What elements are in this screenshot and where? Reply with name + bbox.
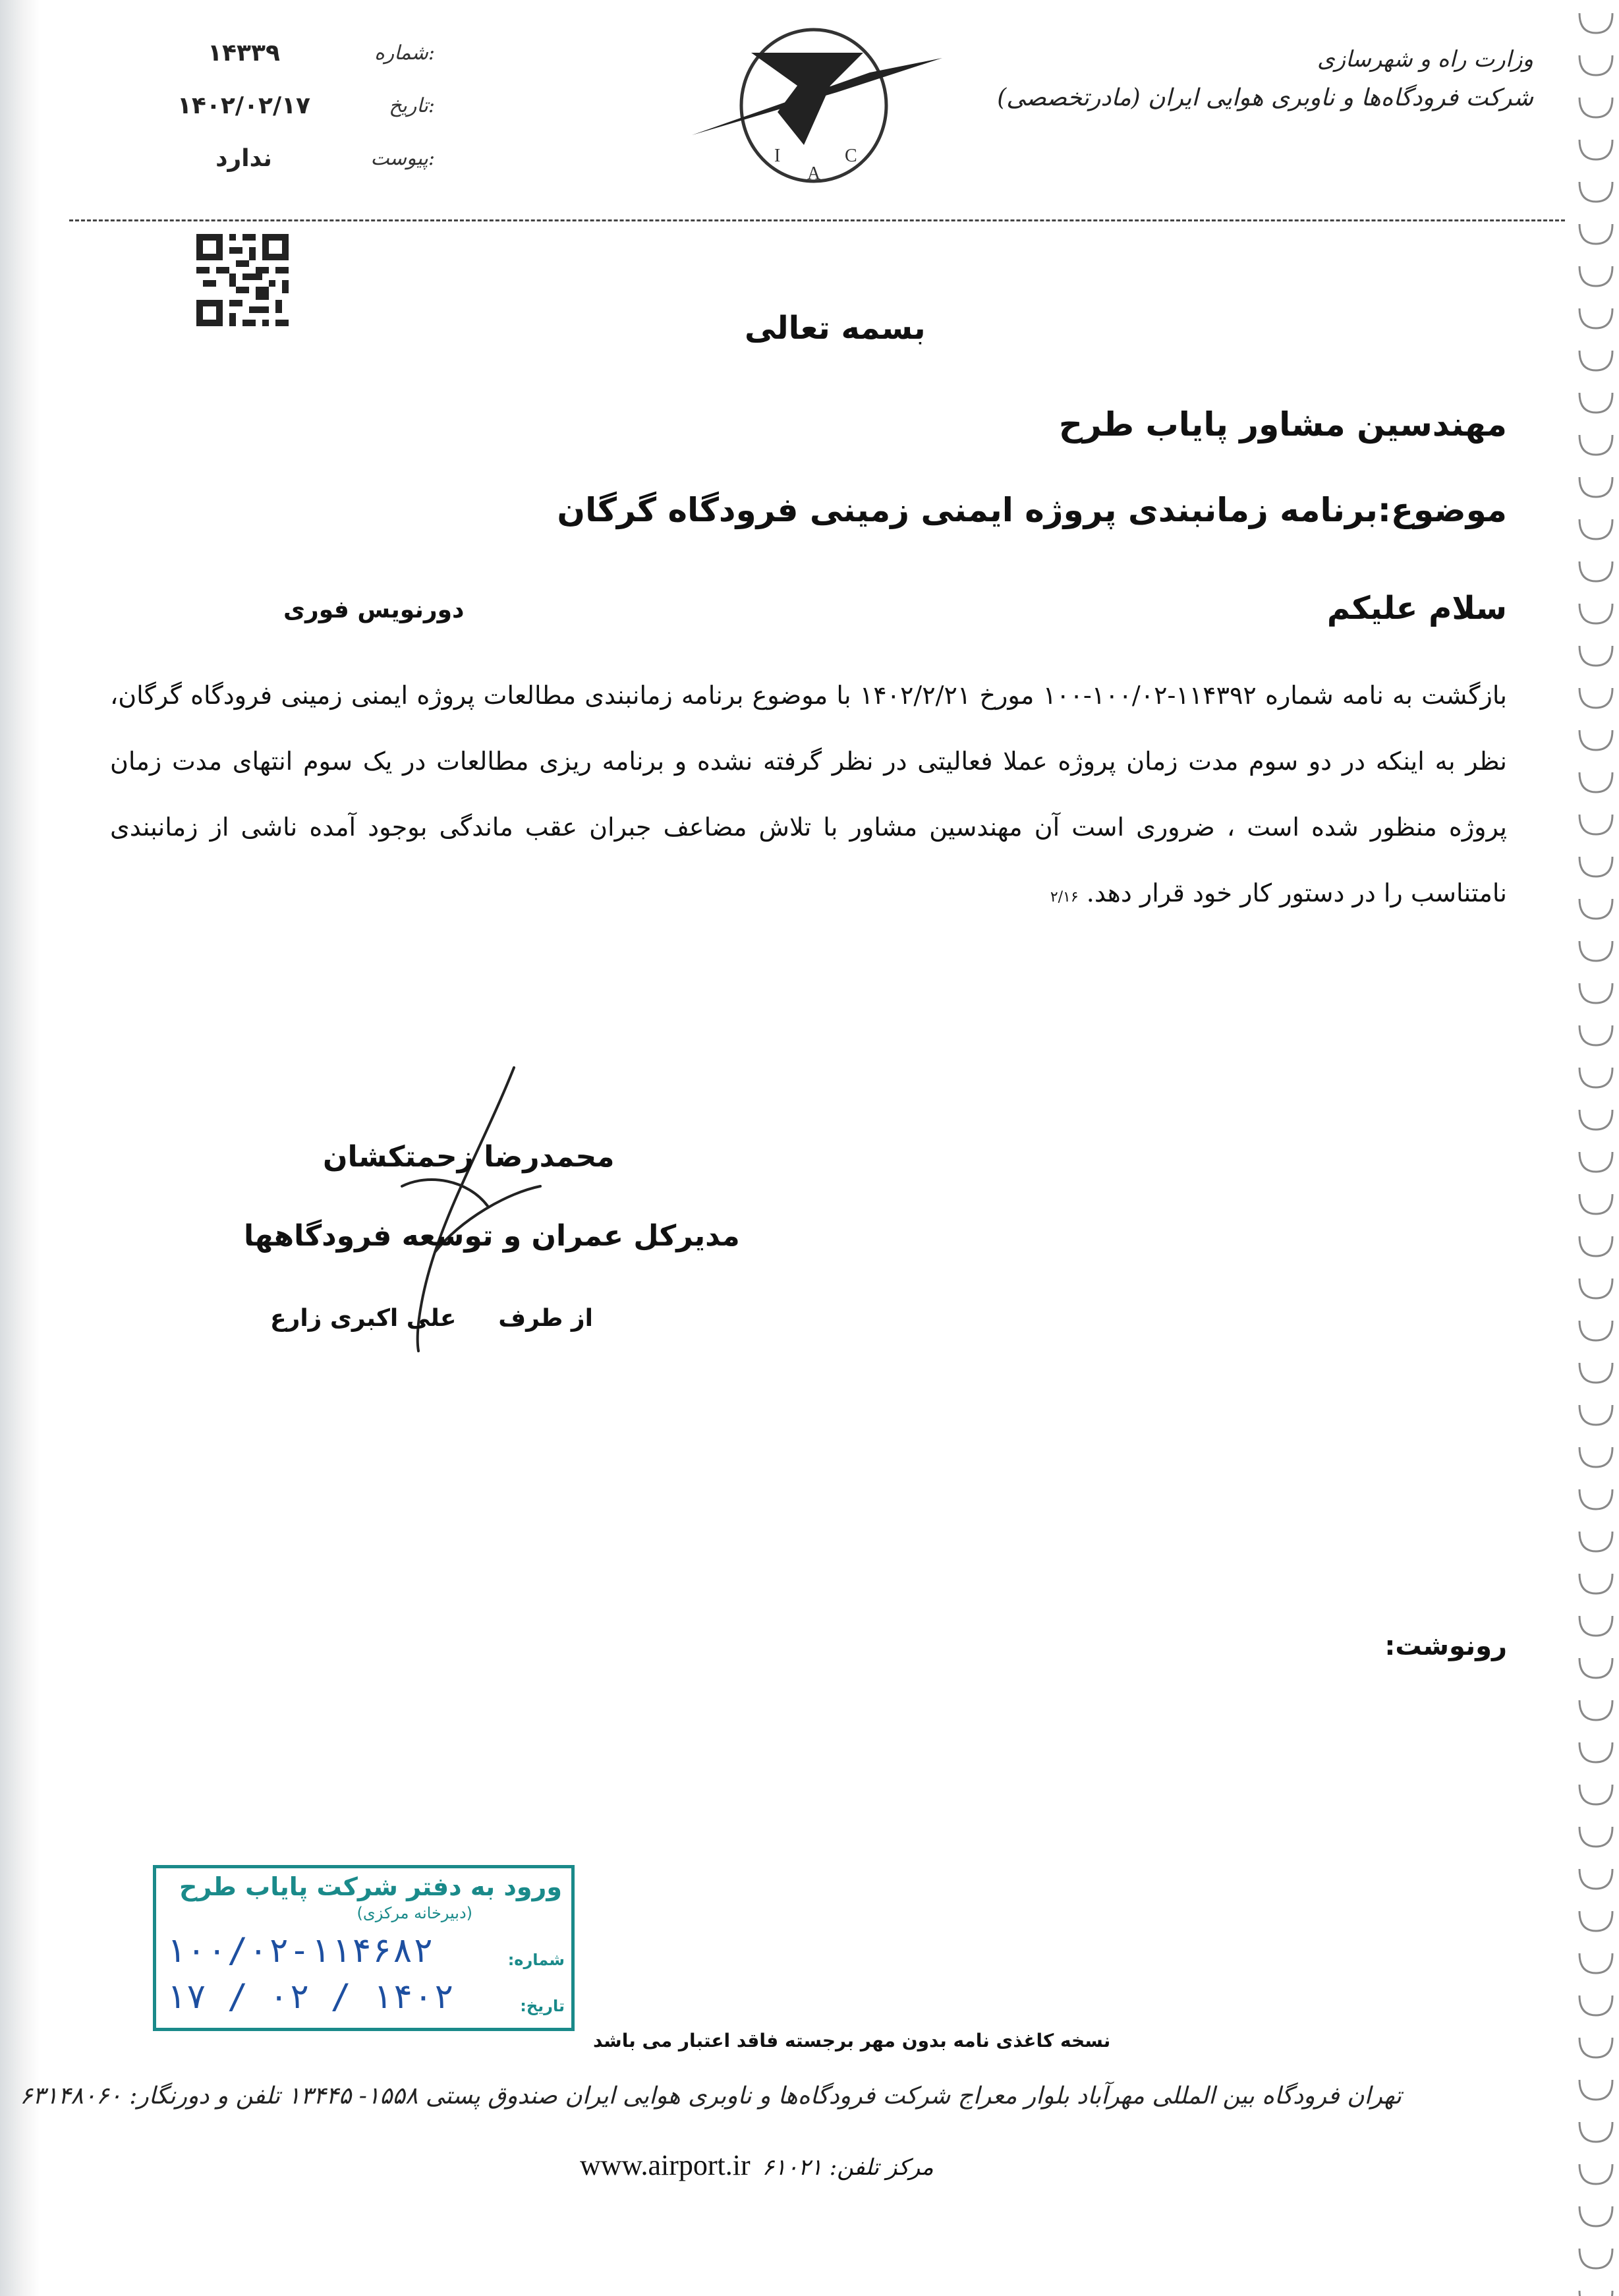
scan-left-edge xyxy=(0,0,40,2296)
binding-ring xyxy=(1579,351,1612,370)
binding-ring xyxy=(1579,772,1612,792)
binding-ring xyxy=(1579,2038,1612,2057)
binding-ring xyxy=(1579,1363,1612,1383)
signatory-name: محمدرضا زحمتکشان xyxy=(323,1140,615,1174)
binding-ring xyxy=(1579,55,1612,75)
binding-ring xyxy=(1579,13,1612,33)
binding-ring xyxy=(1579,1236,1612,1256)
binding-ring xyxy=(1579,1532,1612,1551)
binding-ring xyxy=(1579,1785,1612,1804)
binding-ring xyxy=(1579,1194,1612,1214)
binding-ring xyxy=(1579,1025,1612,1045)
letter-meta xyxy=(158,26,435,185)
binding-ring xyxy=(1579,2080,1612,2100)
meta-attachment-value: ندارد xyxy=(215,144,272,172)
binding-ring xyxy=(1579,730,1612,750)
logo-letter-a: A xyxy=(807,163,821,184)
binding-ring xyxy=(1579,2206,1612,2226)
greeting: سلام علیکم xyxy=(1326,590,1507,627)
signed-on-behalf xyxy=(270,1305,593,1332)
ministry-name: وزارت راه و شهرسازی xyxy=(1317,46,1533,72)
company-name: شرکت فرودگاه‌ها و ناوبری هوایی ایران (مادرتخصصی) xyxy=(997,84,1533,111)
binding-ring xyxy=(1579,604,1612,623)
binding-ring xyxy=(1579,1742,1612,1762)
meta-date-row xyxy=(158,79,435,132)
binding-ring xyxy=(1579,1869,1612,1889)
letter-body-text: بازگشت به نامه شماره ۱۱۴۳۹۲-۱۰۰/۰۲-۱۰۰ مورخ ۱۴۰۲/۲/۲۱ با موضوع برنامه زمانبندی مطالعات پروژه ایمنی زمینی فرودگاه گرگان، نظر به اینکه در دو سوم مدت زمان پروژه عملا فعالیتی در نظر گرفته نشده و برنامه ریزی مطالعات در یک سوم انتهای مدت زمان پروژه منظور شده است ، ضروری است آن مهندسین مشاور با تلاش مضاعف جبران عقب ماندگی بوجود آمده ناشی از زمانبندی نامتناسب را در دستور کار خود قرار دهد. xyxy=(110,681,1507,907)
binding-ring xyxy=(1579,1616,1612,1636)
header-divider xyxy=(69,219,1565,221)
binding-ring xyxy=(1579,983,1612,1003)
meta-number-row xyxy=(158,26,435,79)
binding-ring xyxy=(1579,1321,1612,1340)
binding-ring xyxy=(1579,688,1612,708)
stamp-number-label: شماره: xyxy=(507,1951,565,1969)
paper-copy-disclaimer: نسخه کاغذی نامه بدون مهر برجسته فاقد اعتبار می باشد xyxy=(593,2030,1111,2052)
signatory-title: مدیرکل عمران و توسعه فرودگاهها xyxy=(244,1219,740,1253)
stamp-date-label: تاریخ: xyxy=(520,1997,565,2015)
binding-ring xyxy=(1579,1278,1612,1298)
binding-ring xyxy=(1579,2122,1612,2142)
logo-letter-c: C xyxy=(845,146,857,166)
company-logo xyxy=(672,13,949,185)
letter-body xyxy=(110,662,1507,931)
binding-ring xyxy=(1579,1911,1612,1931)
binding-ring xyxy=(1579,1953,1612,1973)
binding-ring xyxy=(1579,815,1612,834)
binding-ring xyxy=(1579,561,1612,581)
binding-ring xyxy=(1579,98,1612,117)
footer-call-center: مرکز تلفن: ۶۱۰۲۱ xyxy=(762,2154,934,2181)
handwritten-ref-note: ۲/۱۶ xyxy=(1050,889,1079,905)
binding-ring xyxy=(1579,1068,1612,1087)
stamp-title: ورود به دفتر شرکت پایاب طرح xyxy=(179,1872,562,1901)
receipt-stamp xyxy=(153,1865,575,2031)
binding-ring xyxy=(1579,2249,1612,2268)
binding-ring xyxy=(1579,899,1612,919)
binding-ring xyxy=(1579,646,1612,666)
meta-number-label: شماره: xyxy=(374,41,435,65)
binding-ring xyxy=(1579,1700,1612,1720)
stamp-subtitle: (دبیرخانه مرکزی) xyxy=(356,1904,472,1922)
binding-ring xyxy=(1579,140,1612,159)
footer-contact xyxy=(580,2148,934,2182)
qr-code-icon xyxy=(196,234,289,326)
binding-ring xyxy=(1579,308,1612,328)
binding-ring xyxy=(1579,1110,1612,1130)
binding-ring xyxy=(1579,266,1612,286)
binding-ring xyxy=(1579,435,1612,455)
cc-label: رونوشت: xyxy=(1384,1631,1507,1661)
on-behalf-label: از طرف xyxy=(498,1305,593,1332)
urgent-fax-note: دورنویس فوری xyxy=(283,596,465,623)
binding-ring xyxy=(1579,2291,1612,2296)
letterhead xyxy=(997,46,1533,111)
meta-number-value: ۱۴۳۳۹ xyxy=(208,39,280,67)
binding-ring xyxy=(1579,1152,1612,1172)
binding-ring xyxy=(1579,224,1612,244)
footer-website: www.airport.ir xyxy=(580,2149,751,2181)
binding-ring xyxy=(1579,477,1612,497)
recipient: مهندسین مشاور پایاب طرح xyxy=(1058,405,1507,444)
binding-ring xyxy=(1579,1995,1612,2015)
binding-ring xyxy=(1579,1827,1612,1847)
binding-ring xyxy=(1579,941,1612,961)
binding-ring xyxy=(1579,1447,1612,1467)
bismillah: بسمه تعالی xyxy=(745,310,926,347)
meta-date-value: ۱۴۰۲/۰۲/۱۷ xyxy=(177,92,311,119)
binding-ring xyxy=(1579,2164,1612,2184)
binding-rings xyxy=(1566,0,1619,2296)
secondary-signatory: علی اکبری زارع xyxy=(270,1305,457,1332)
binding-ring xyxy=(1579,1658,1612,1678)
binding-ring xyxy=(1579,1405,1612,1425)
meta-attachment-row xyxy=(158,132,435,185)
binding-ring xyxy=(1579,1574,1612,1593)
logo-letter-i: I xyxy=(774,146,781,166)
stamp-number-value: ۱۰۰/۰۲-۱۱۴۶۸۲ xyxy=(165,1931,434,1970)
meta-date-label: تاریخ: xyxy=(389,94,435,117)
stamp-date-value: ۱۴۰۲ / ۰۲ / ۱۷ xyxy=(165,1977,455,2017)
subject-line: موضوع:برنامه زمانبندی پروژه ایمنی زمینی فرودگاه گرگان xyxy=(557,491,1507,529)
binding-ring xyxy=(1579,1489,1612,1509)
binding-ring xyxy=(1579,182,1612,202)
meta-attachment-label: پیوست: xyxy=(370,146,435,170)
binding-ring xyxy=(1579,857,1612,876)
binding-ring xyxy=(1579,519,1612,539)
footer-address: تهران فرودگاه بین المللی مهرآباد بلوار معراج شرکت فرودگاه‌ها و ناوبری هوایی ایران صندوق پستی ۱۵۵۸- ۱۳۴۴۵ تلفن و دورنگار: ۶۳۱۴۸۰۶۰ xyxy=(20,2082,1402,2109)
binding-ring xyxy=(1579,393,1612,413)
